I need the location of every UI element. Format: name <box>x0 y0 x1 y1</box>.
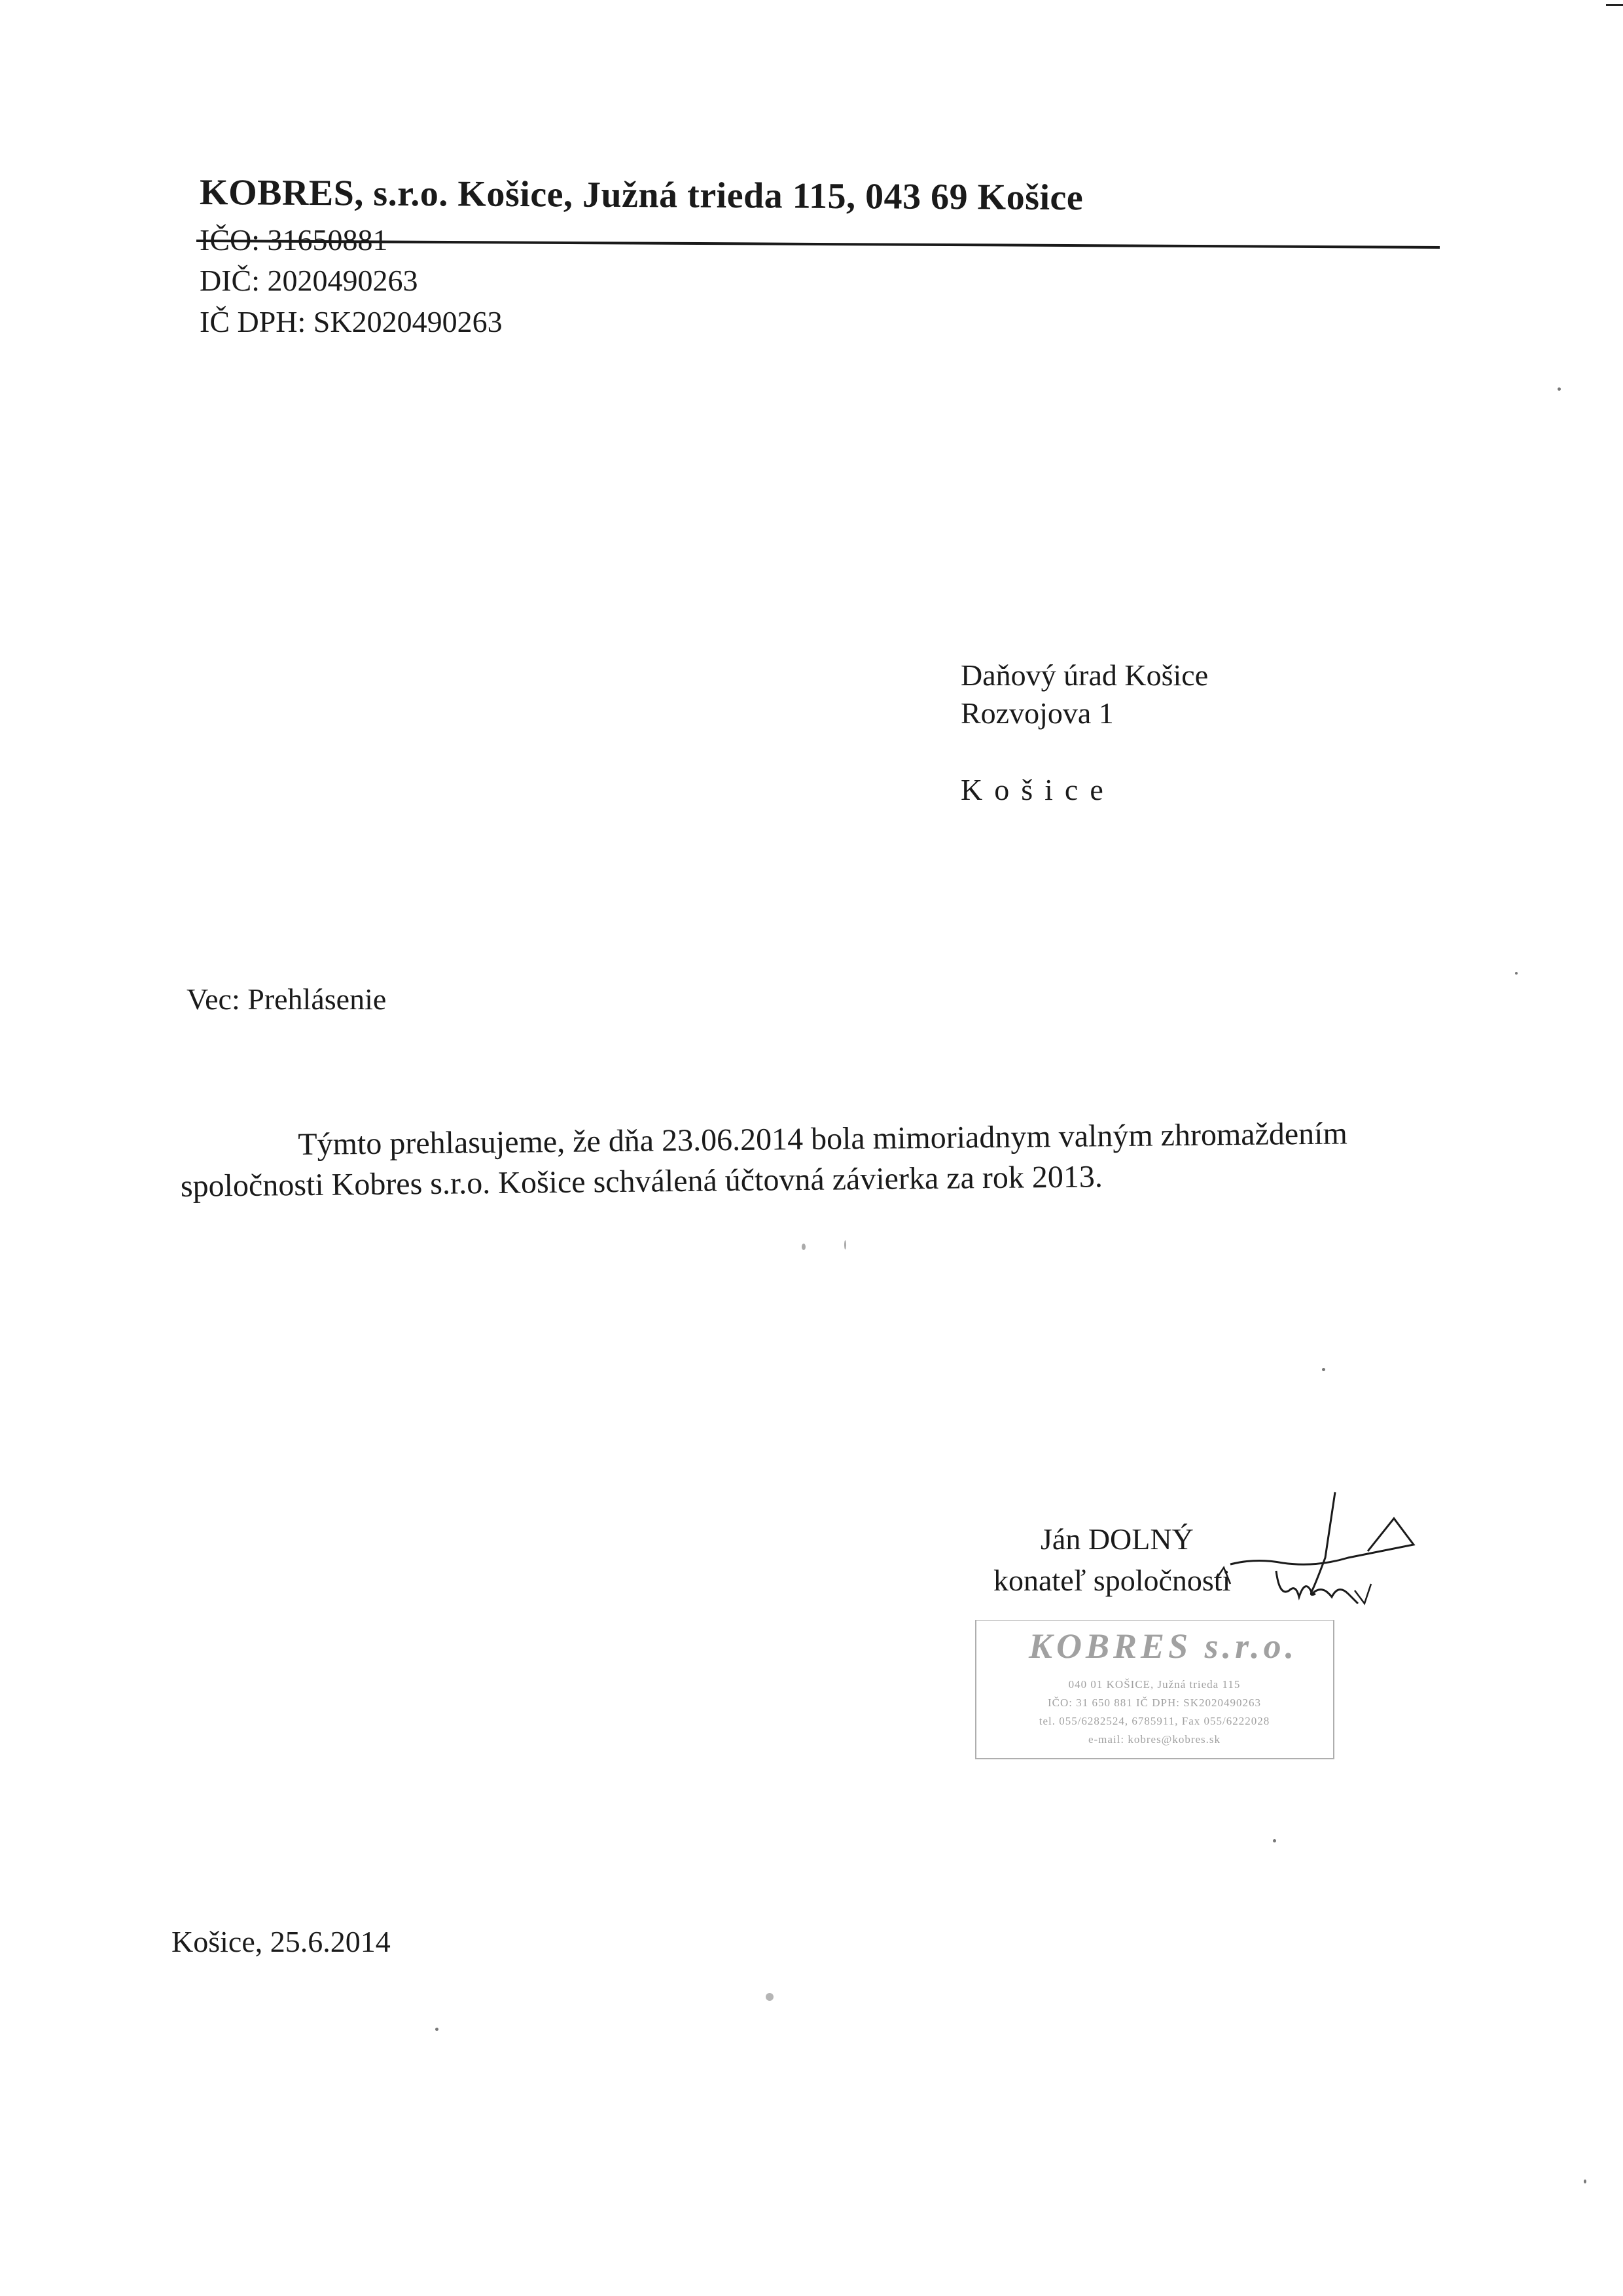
scan-speck <box>435 2028 438 2031</box>
body-paragraph: Týmto prehlasujeme, že dňa 23.06.2014 bola mimoriadnym valným zhromaždením spoločnosti Kobres s.r.o. Košice schválená účtovná závierka za rok 2013. <box>180 1116 1348 1204</box>
scan-speck <box>844 1240 846 1249</box>
scan-speck <box>766 1993 774 2001</box>
company-stamp <box>975 1620 1334 1759</box>
scan-speck <box>1515 972 1518 975</box>
stamp-line-email: e-mail: kobres@kobres.sk <box>1088 1733 1221 1746</box>
closing-place-date: Košice, 25.6.2014 <box>171 1925 391 1958</box>
recipient-city: Košice <box>961 773 1115 806</box>
body-text <box>180 1113 1385 1207</box>
stamp-title: KOBRES s.r.o. <box>1029 1626 1298 1666</box>
scan-speck <box>1273 1839 1276 1842</box>
scan-speck <box>1558 387 1561 391</box>
scan-speck <box>1322 1368 1325 1371</box>
letterhead-company-line: KOBRES, s.r.o. Košice, Južná trieda 115, 043 69 Košice <box>199 172 1084 219</box>
recipient-street: Rozvojova 1 <box>961 696 1114 730</box>
stamp-line-address: 040 01 KOŠICE, Južná trieda 115 <box>1068 1678 1241 1691</box>
letterhead-ic-dph: IČ DPH: SK2020490263 <box>200 305 503 338</box>
scan-edge-mark <box>1606 4 1623 6</box>
letterhead-dic: DIČ: 2020490263 <box>200 264 418 297</box>
scan-speck <box>1584 2179 1586 2183</box>
stamp-line-phone: tel. 055/6282524, 6785911, Fax 055/6222028 <box>1039 1715 1270 1727</box>
letterhead-ico: IČO: 31650881 <box>200 223 388 257</box>
signatory-role: konateľ spoločnosti <box>993 1564 1231 1597</box>
subject-line: Vec: Prehlásenie <box>187 982 387 1016</box>
signatory-name: Ján DOLNÝ <box>1041 1522 1194 1556</box>
stamp-line-ids: IČO: 31 650 881 IČ DPH: SK2020490263 <box>1048 1696 1261 1709</box>
handwritten-signature <box>1217 1486 1427 1617</box>
scan-speck <box>802 1244 806 1250</box>
recipient-name: Daňový úrad Košice <box>961 658 1209 692</box>
